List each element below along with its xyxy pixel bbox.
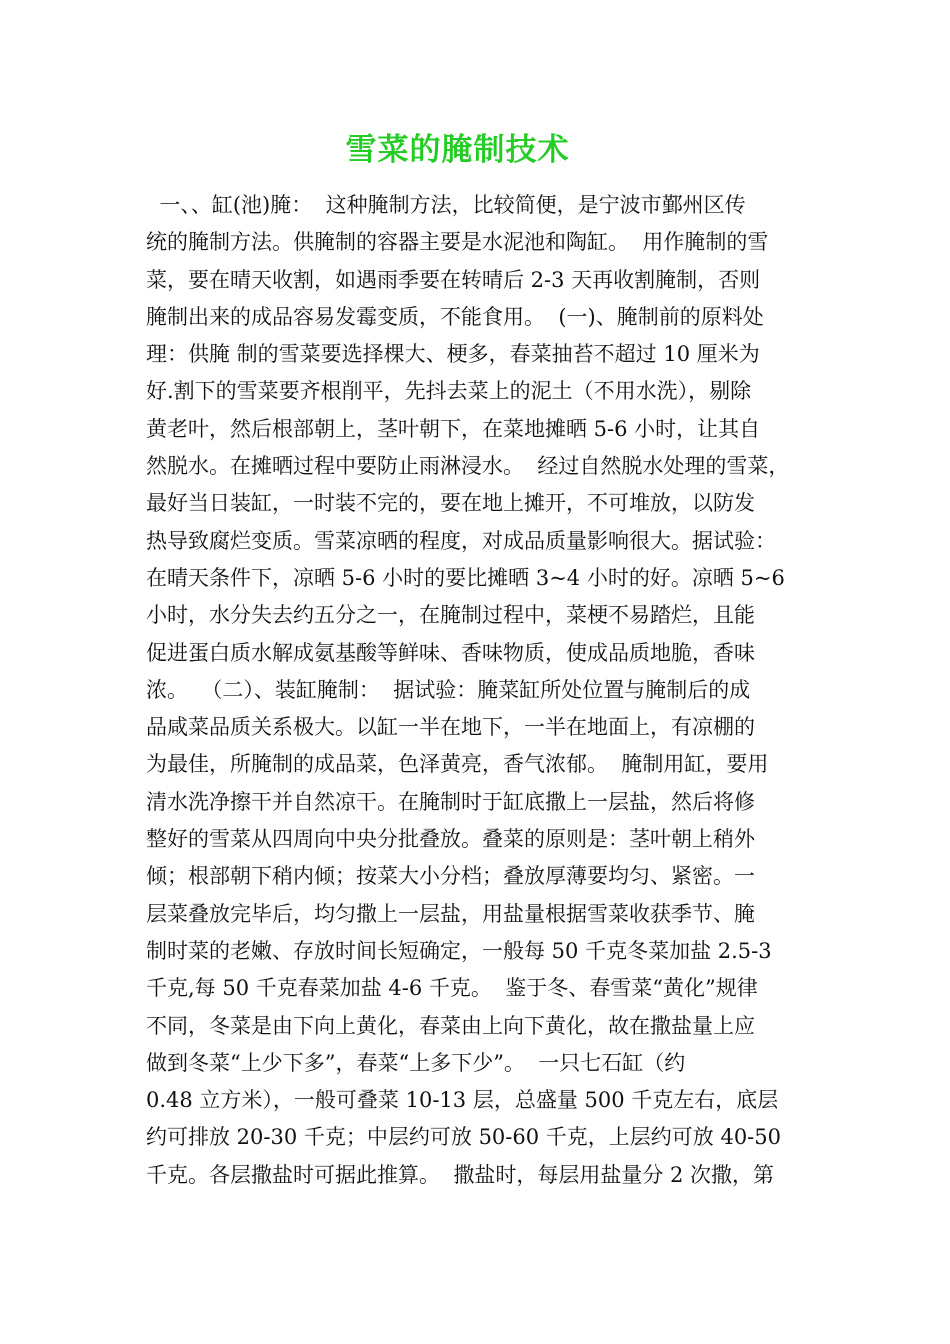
body-line: 千克。各层撒盐时可据此推算。 撒盐时，每层用盐量分 2 次撒，第 bbox=[146, 1162, 775, 1187]
body-line: 不同，冬菜是由下向上黄化，春菜由上向下黄化，故在撒盐量上应 bbox=[146, 1013, 755, 1038]
body-line: 为最佳，所腌制的成品菜，色泽黄亮，香气浓郁。 腌制用缸，要用 bbox=[146, 752, 769, 777]
body-line: 然脱水。在摊晒过程中要防止雨淋浸水。 经过自然脱水处理的雪菜， bbox=[146, 454, 790, 479]
body-line: 一、、缸(池)腌： 这种腌制方法，比较简便，是宁波市鄞州区传 bbox=[146, 193, 746, 217]
body-line: 好.割下的雪菜要齐根削平，先抖去菜上的泥土（不用水洗），剔除 bbox=[146, 379, 752, 404]
body-line: 统的腌制方法。供腌制的容器主要是水泥池和陶缸。 用作腌制的雪 bbox=[146, 230, 769, 255]
body-line: 菜，要在晴天收割，如遇雨季要在转晴后 2-3 天再收割腌制，否则 bbox=[146, 267, 761, 292]
body-line: 黄老叶，然后根部朝上，茎叶朝下，在菜地摊晒 5-6 小时，让其自 bbox=[146, 416, 761, 441]
body-line: 做到冬菜“上少下多”，春菜“上多下少”。 一只七石缸（约 bbox=[146, 1050, 686, 1075]
body-line: 0.48 立方米），一般可叠菜 10-13 层，总盛量 500 千克左右，底层 bbox=[146, 1088, 779, 1113]
body-line: 腌制出来的成品容易发霉变质，不能食用。 (一)、腌制前的原料处 bbox=[146, 304, 764, 329]
body-line: 品咸菜品质关系极大。以缸一半在地下，一半在地面上，有凉棚的 bbox=[146, 715, 755, 740]
body-line: 约可排放 20-30 千克；中层约可放 50-60 千克，上层约可放 40-50 bbox=[146, 1125, 781, 1150]
body-line: 倾；根部朝下稍内倾；按菜大小分档；叠放厚薄要均匀、紧密。一 bbox=[146, 864, 755, 889]
body-line: 在晴天条件下，凉晒 5-6 小时的要比摊晒 3~4 小时的好。凉晒 5~6 bbox=[146, 565, 785, 590]
document-title: 雪菜的腌制技术 bbox=[345, 132, 570, 168]
body-line: 热导致腐烂变质。雪菜凉晒的程度，对成品质量影响很大。据试验： bbox=[146, 528, 776, 553]
document-body bbox=[146, 187, 826, 1194]
body-line: 整好的雪菜从四周向中央分批叠放。叠菜的原则是：茎叶朝上稍外 bbox=[146, 827, 755, 852]
body-line: 层菜叠放完毕后，均匀撒上一层盐，用盐量根据雪菜收获季节、腌 bbox=[146, 901, 755, 926]
body-line: 浓。 （二）、装缸腌制： 据试验：腌菜缸所处位置与腌制后的成 bbox=[146, 677, 751, 702]
body-line: 理：供腌 制的雪菜要选择棵大、梗多，春菜抽苔不超过 10 厘米为 bbox=[146, 342, 760, 367]
body-line: 千克,每 50 千克春菜加盐 4-6 千克。 鉴于冬、春雪菜“黄化”规律 bbox=[146, 976, 758, 1001]
body-line: 小时，水分失去约五分之一，在腌制过程中，菜梗不易踏烂，且能 bbox=[146, 603, 755, 628]
body-line: 促进蛋白质水解成氨基酸等鲜味、香味物质，使成品质地脆，香味 bbox=[146, 640, 755, 665]
body-line: 清水洗净擦干并自然凉干。在腌制时于缸底撒上一层盐，然后将修 bbox=[146, 789, 755, 814]
body-line: 最好当日装缸，一时装不完的，要在地上摊开，不可堆放，以防发 bbox=[146, 491, 755, 516]
body-line: 制时菜的老嫩、存放时间长短确定，一般每 50 千克冬菜加盐 2.5-3 bbox=[146, 938, 772, 963]
